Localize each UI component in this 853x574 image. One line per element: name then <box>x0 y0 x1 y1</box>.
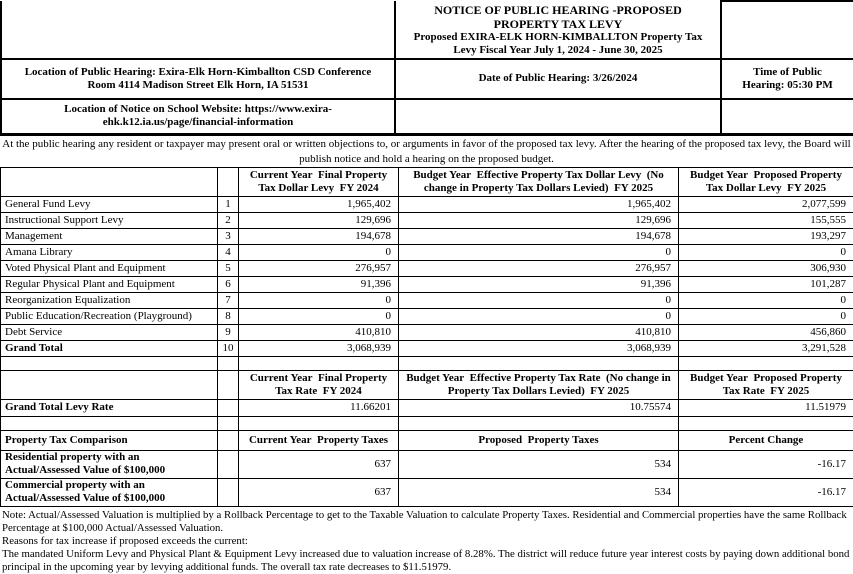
rate-col-effective-header: Budget Year Effective Property Tax Rate (No change in Property Tax Dollars Levied) FY 2025 <box>399 370 679 399</box>
footnotes <box>0 507 853 574</box>
comparison-col-change-header: Percent Change <box>679 430 853 450</box>
value-current: 0 <box>239 244 399 260</box>
commercial-row <box>1 478 853 506</box>
grand-total-label: Grand Total <box>1 340 218 356</box>
table-row <box>1 196 853 212</box>
spacer-cell <box>679 356 853 370</box>
value-proposed: 101,287 <box>679 276 853 292</box>
residential-row <box>1 450 853 478</box>
value-effective: 3,068,939 <box>399 340 679 356</box>
line-number: 9 <box>218 324 239 340</box>
table-row <box>1 276 853 292</box>
line-number: 8 <box>218 308 239 324</box>
commercial-current: 637 <box>239 478 399 506</box>
levy-row-label: Voted Physical Plant and Equipment <box>1 260 218 276</box>
line-number: 5 <box>218 260 239 276</box>
value-proposed: 2,077,599 <box>679 196 853 212</box>
line-number-empty <box>218 450 239 478</box>
levy-row-label: General Fund Levy <box>1 196 218 212</box>
levy-row-label: Public Education/Recreation (Playground) <box>1 308 218 324</box>
website-empty-mid-cell <box>395 99 721 134</box>
levy-header-row <box>1 167 853 196</box>
levy-header-empty-line <box>218 167 239 196</box>
levy-col-effective-header: Budget Year Effective Property Tax Dollar Levy (No change in Property Tax Dollars Levied) FY 2025 <box>399 167 679 196</box>
levy-rate-label: Grand Total Levy Rate <box>1 399 218 416</box>
value-current: 3,068,939 <box>239 340 399 356</box>
spacer-cell <box>239 356 399 370</box>
commercial-label: Commercial property with an Actual/Assessed Value of $100,000 <box>1 478 218 506</box>
levy-header-empty-label <box>1 167 218 196</box>
value-effective: 194,678 <box>399 228 679 244</box>
title-row <box>1 1 853 59</box>
comparison-col-current-header: Current Year Property Taxes <box>239 430 399 450</box>
hearing-info-row <box>1 59 853 99</box>
value-proposed: 155,555 <box>679 212 853 228</box>
value-current: 1,965,402 <box>239 196 399 212</box>
table-row <box>1 260 853 276</box>
table-row <box>1 244 853 260</box>
value-effective: 129,696 <box>399 212 679 228</box>
value-effective: 0 <box>399 308 679 324</box>
levy-col-proposed-header: Budget Year Proposed Property Tax Dollar Levy FY 2025 <box>679 167 853 196</box>
levy-row-label: Instructional Support Levy <box>1 212 218 228</box>
value-current: 129,696 <box>239 212 399 228</box>
header-block-table <box>0 0 853 136</box>
table-row <box>1 308 853 324</box>
spacer-cell <box>1 356 218 370</box>
spacer-cell <box>399 416 679 430</box>
spacer-cell <box>218 416 239 430</box>
rollback-note: Note: Actual/Assessed Valuation is multiplied by a Rollback Percentage to get to the Taxable Valuation to calculate Property Taxes. Residential and Commercial properties have the same Rollback Percentage at $100,000 Actual/Assessed Valuation. <box>2 509 851 535</box>
header-empty-left-cell <box>1 1 395 59</box>
residential-label: Residential property with an Actual/Assessed Value of $100,000 <box>1 450 218 478</box>
grand-total-row <box>1 340 853 356</box>
notice-website: Location of Notice on School Website: https://www.exira-ehk.k12.ia.us/page/financial-information <box>1 99 395 134</box>
line-number: 6 <box>218 276 239 292</box>
rate-proposed: 11.51979 <box>679 399 853 416</box>
reasons-text: The mandated Uniform Levy and Physical Plant & Equipment Levy increased due to valuation increase of 8.28%. The district will reduce future year interest costs by paying down additional bond principal in the upcoming year by levying additional funds. The overall tax rate decreases to $11.51979. <box>2 548 851 574</box>
line-number: 4 <box>218 244 239 260</box>
commercial-change: -16.17 <box>679 478 853 506</box>
table-row <box>1 228 853 244</box>
value-proposed: 0 <box>679 244 853 260</box>
value-proposed: 0 <box>679 308 853 324</box>
value-effective: 410,810 <box>399 324 679 340</box>
comparison-title: Property Tax Comparison <box>1 430 218 450</box>
levy-rate-row <box>1 399 853 416</box>
table-row <box>1 292 853 308</box>
levy-col-current-header: Current Year Final Property Tax Dollar Levy FY 2024 <box>239 167 399 196</box>
value-current: 91,396 <box>239 276 399 292</box>
value-effective: 0 <box>399 292 679 308</box>
spacer-cell <box>399 356 679 370</box>
rate-header-empty-line <box>218 370 239 399</box>
value-proposed: 306,930 <box>679 260 853 276</box>
value-effective: 91,396 <box>399 276 679 292</box>
value-effective: 276,957 <box>399 260 679 276</box>
value-proposed: 193,297 <box>679 228 853 244</box>
spacer-cell <box>1 416 218 430</box>
line-number: 2 <box>218 212 239 228</box>
hearing-location: Location of Public Hearing: Exira-Elk Horn-Kimballton CSD Conference Room 4114 Madison Street Elk Horn, IA 51531 <box>1 59 395 99</box>
spacer-cell <box>239 416 399 430</box>
spacer-cell <box>218 356 239 370</box>
line-number: 3 <box>218 228 239 244</box>
value-effective: 0 <box>399 244 679 260</box>
commercial-proposed: 534 <box>399 478 679 506</box>
rate-header-empty-label <box>1 370 218 399</box>
line-number: 7 <box>218 292 239 308</box>
residential-proposed: 534 <box>399 450 679 478</box>
residential-change: -16.17 <box>679 450 853 478</box>
website-empty-right-cell <box>721 99 853 134</box>
line-number: 1 <box>218 196 239 212</box>
website-row <box>1 99 853 134</box>
spacer-cell <box>679 416 853 430</box>
comparison-col-proposed-header: Proposed Property Taxes <box>399 430 679 450</box>
rate-current: 11.66201 <box>239 399 399 416</box>
spacer-row <box>1 416 853 430</box>
levy-row-label: Regular Physical Plant and Equipment <box>1 276 218 292</box>
levy-row-label: Amana Library <box>1 244 218 260</box>
value-current: 276,957 <box>239 260 399 276</box>
line-number-empty <box>218 478 239 506</box>
value-effective: 1,965,402 <box>399 196 679 212</box>
spacer-row <box>1 356 853 370</box>
notice-title-cell <box>395 1 721 59</box>
levy-row-label: Management <box>1 228 218 244</box>
notice-title: NOTICE OF PUBLIC HEARING -PROPOSED PROPERTY TAX LEVY <box>406 3 710 31</box>
line-number-empty <box>218 399 239 416</box>
hearing-time: Time of Public Hearing: 05:30 PM <box>721 59 853 99</box>
reasons-label: Reasons for tax increase if proposed exceeds the current: <box>2 535 851 548</box>
value-proposed: 0 <box>679 292 853 308</box>
value-current: 0 <box>239 308 399 324</box>
value-proposed: 456,860 <box>679 324 853 340</box>
value-proposed: 3,291,528 <box>679 340 853 356</box>
levy-row-label: Reorganization Equalization <box>1 292 218 308</box>
tax-levy-table <box>0 167 853 507</box>
value-current: 410,810 <box>239 324 399 340</box>
header-empty-right-cell <box>721 1 853 59</box>
comparison-header-empty-line <box>218 430 239 450</box>
line-number: 10 <box>218 340 239 356</box>
residential-current: 637 <box>239 450 399 478</box>
value-current: 194,678 <box>239 228 399 244</box>
hearing-date: Date of Public Hearing: 3/26/2024 <box>395 59 721 99</box>
intro-paragraph: At the public hearing any resident or taxpayer may present oral or written objections to, or arguments in favor of the proposed tax levy. After the hearing of the proposed tax levy, the Board will publish notice and hold a hearing on the proposed budget. <box>0 136 853 167</box>
rate-effective: 10.75574 <box>399 399 679 416</box>
notice-subtitle: Proposed EXIRA-ELK HORN-KIMBALLTON Property Tax Levy Fiscal Year July 1, 2024 - June 30, 2025 <box>406 31 710 57</box>
table-row <box>1 212 853 228</box>
rate-header-row <box>1 370 853 399</box>
table-row <box>1 324 853 340</box>
rate-col-current-header: Current Year Final Property Tax Rate FY 2024 <box>239 370 399 399</box>
comparison-header-row <box>1 430 853 450</box>
value-current: 0 <box>239 292 399 308</box>
levy-row-label: Debt Service <box>1 324 218 340</box>
rate-col-proposed-header: Budget Year Proposed Property Tax Rate FY 2025 <box>679 370 853 399</box>
